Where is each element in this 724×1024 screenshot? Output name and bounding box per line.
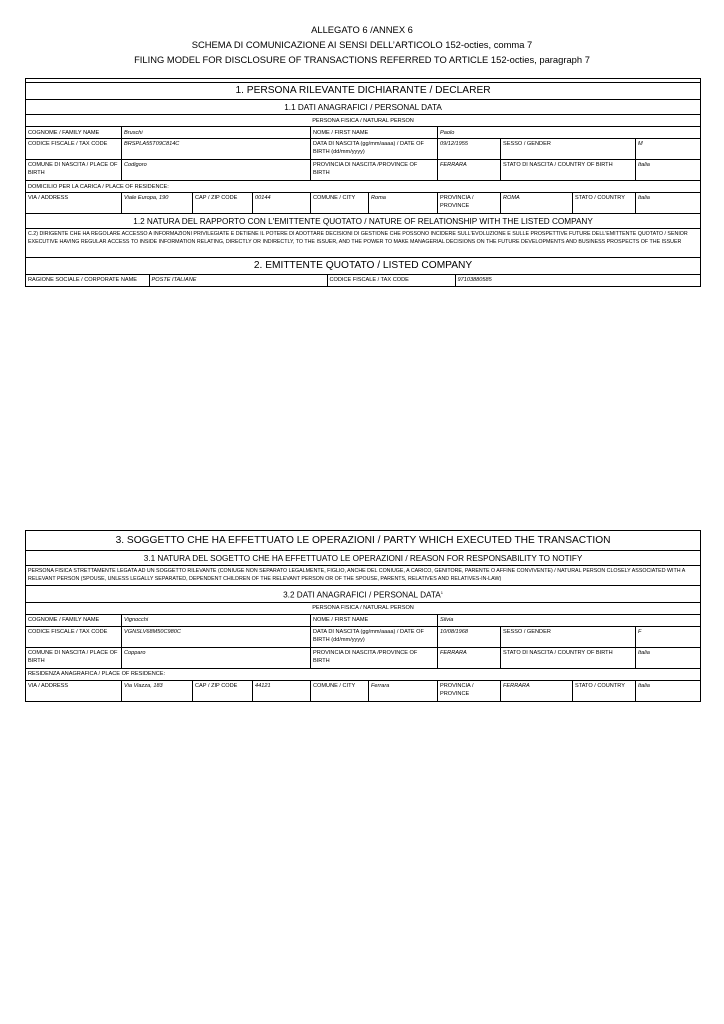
birthplace-value-3: Copparo xyxy=(122,647,311,668)
birth-province-label: PROVINCIA DI NASCITA /PROVINCE OF BIRTH xyxy=(311,160,438,181)
section1-1-title: 1.1 DATI ANAGRAFICI / PERSONAL DATA xyxy=(26,100,701,115)
country-label: STATO / COUNTRY xyxy=(573,193,636,214)
address-value: Viale Europa, 190 xyxy=(122,193,193,214)
company-tax-code-label: CODICE FISCALE / TAX CODE xyxy=(327,275,455,286)
section3-title: 3. SOGGETTO CHE HA EFFETTUATO LE OPERAZIONI / PARTY WHICH EXECUTED THE TRANSACTION xyxy=(26,531,701,551)
city-value-3: Ferrara xyxy=(369,680,438,701)
address-value-3: Via Viazza, 183 xyxy=(122,680,193,701)
first-name-label: NOME / FIRST NAME xyxy=(311,127,438,139)
address-label: VIA / ADDRESS xyxy=(26,193,122,214)
city-label: COMUNE / CITY xyxy=(311,193,369,214)
dob-value: 09/12/1955 xyxy=(438,139,501,160)
section3-2-title-text: 3.2 DATI ANAGRAFICI / PERSONAL DATA xyxy=(283,590,441,600)
reason-text: PERSONA FISICA STRETTAMENTE LEGATA AD UN SOGGETTO RILEVANTE (CONIUGE NON SEPARATO LEGALMENTE, FIGLIO, ANCHE DEL CONIUGE, A CARICO, GENITORE, PARENTE O AFFINE CONVIVENTE) / NATURAL PERSON CLOSELY ASSOCIATED WITH A RELEVANT PERSON (SPOUSE, UNLESS LEGALLY SEPARATED, DEPENDENT CHILDREN OF THE RELEVANT PERSON OR OF THE SPOUSE, PARENTS, RELATIVES AND RELATIVES-IN-LAW) xyxy=(26,566,701,586)
dob-value-3: 10/08/1968 xyxy=(438,626,501,647)
gender-label: SESSO / GENDER xyxy=(501,139,636,160)
address-label-3: VIA / ADDRESS xyxy=(26,680,122,701)
relationship-text: C.2) DIRIGENTE CHE HA REGOLARE ACCESSO A INFORMAZIONI PRIVILEGIATE E DETIENE IL POTERE DI ADOTTARE DECISIONI DI GESTIONE CHE POSSONO INCIDERE SULL'EVOLUZIONE E SULLE PROSPETTIVE FUTURE DELL'EMITTENTE QUOTATO / SENIOR EXECUTIVE HAVING REGULAR ACCESS TO INSIDE INFORMATION RELATING, DIRECTLY OR INDIRECTLY, TO THE ISSUER, AND THE POWER TO MAKE MANAGERIAL DECISIONS ON THE FUTURE DEVELOPMENTS AND BUSINESS PROSPECTS OF THE ISSUER xyxy=(26,229,701,258)
gender-value-3: F xyxy=(636,626,701,647)
birthplace-label: COMUNE DI NASCITA / PLACE OF BIRTH xyxy=(26,160,122,181)
city-value: Roma xyxy=(369,193,438,214)
province-label: PROVINCIA / PROVINCE xyxy=(438,193,501,214)
tax-code-label: CODICE FISCALE / TAX CODE xyxy=(26,139,122,160)
family-name-value-3: Vignocchi xyxy=(122,614,311,626)
listed-company-row xyxy=(26,275,701,287)
footnote-mark: 1 xyxy=(440,590,443,595)
first-name-label-3: NOME / FIRST NAME xyxy=(311,614,438,626)
province-value-3: FERRARA xyxy=(501,680,573,701)
executing-party-form xyxy=(25,530,701,702)
zip-value-3: 44121 xyxy=(253,680,311,701)
birth-country-value-3: Italia xyxy=(636,647,701,668)
birth-country-value: Italia xyxy=(636,160,701,181)
birth-province-value-3: FERRARA xyxy=(438,647,501,668)
province-label-3: PROVINCIA / PROVINCE xyxy=(438,680,501,701)
birthplace-label-3: COMUNE DI NASCITA / PLACE OF BIRTH xyxy=(26,647,122,668)
family-name-value: Bruschi xyxy=(122,127,311,139)
residence-label: DOMICILIO PER LA CARICA / PLACE OF RESIDENCE: xyxy=(26,181,701,193)
country-value: Italia xyxy=(636,193,701,214)
gender-value: M xyxy=(636,139,701,160)
tax-code-value: BRSPLA55T09C814C xyxy=(122,139,311,160)
section3-2-title xyxy=(26,586,701,603)
section3-1-title: 3.1 NATURA DEL SOGETTO CHE HA EFFETTUATO LE OPERAZIONI / REASON FOR RESPONSABILITY TO NOTIFY xyxy=(26,551,701,566)
birth-province-value: FERRARA xyxy=(438,160,501,181)
filing-model-title: FILING MODEL FOR DISCLOSURE OF TRANSACTIONS REFERRED TO ARTICLE 152-octies, paragraph 7 xyxy=(134,54,590,65)
dob-label: DATA DI NASCITA (gg/mm/aaaa) / DATE OF BIRTH (dd/mm/yyyy) xyxy=(311,139,438,160)
birth-province-label-3: PROVINCIA DI NASCITA /PROVINCE OF BIRTH xyxy=(311,647,438,668)
gender-label-3: SESSO / GENDER xyxy=(501,626,636,647)
person-type: PERSONA FISICA / NATURAL PERSON xyxy=(26,115,701,127)
country-label-3: STATO / COUNTRY xyxy=(573,680,636,701)
tax-code-value-3: VGNSLV68M50C980C xyxy=(122,626,311,647)
section2-title: 2. EMITTENTE QUOTATO / LISTED COMPANY xyxy=(26,258,701,275)
declarer-form xyxy=(25,78,701,287)
schema-title: SCHEMA DI COMUNICAZIONE AI SENSI DELL’ARTICOLO 152-octies, comma 7 xyxy=(191,39,533,50)
family-name-label-3: COGNOME / FAMILY NAME xyxy=(26,614,122,626)
birth-country-label: STATO DI NASCITA / COUNTRY OF BIRTH xyxy=(501,160,636,181)
province-value: ROMA xyxy=(501,193,573,214)
city-label-3: COMUNE / CITY xyxy=(311,680,369,701)
section1-2-title: 1.2 NATURA DEL RAPPORTO CON L'EMITTENTE QUOTATO / NATURE OF RELATIONSHIP WITH THE LISTED COMPANY xyxy=(26,214,701,229)
corporate-name-label: RAGIONE SOCIALE / CORPORATE NAME xyxy=(26,275,149,286)
dob-label-3: DATA DI NASCITA (gg/mm/aaaa) / DATE OF BIRTH (dd/mm/yyyy) xyxy=(311,626,438,647)
birthplace-value: Codigoro xyxy=(122,160,311,181)
company-tax-code-value: 97103880585 xyxy=(457,277,492,283)
residence-label-3: RESIDENZA ANAGRAFICA / PLACE OF RESIDENCE: xyxy=(26,668,701,680)
zip-label-3: CAP / ZIP CODE xyxy=(193,680,253,701)
corporate-name-value: POSTE ITALIANE xyxy=(149,275,327,286)
annex-title: ALLEGATO 6 /ANNEX 6 xyxy=(311,24,413,35)
person-type-3: PERSONA FISICA / NATURAL PERSON xyxy=(26,602,701,614)
birth-country-label-3: STATO DI NASCITA / COUNTRY OF BIRTH xyxy=(501,647,636,668)
zip-label: CAP / ZIP CODE xyxy=(193,193,253,214)
country-value-3: Italia xyxy=(636,680,701,701)
tax-code-label-3: CODICE FISCALE / TAX CODE xyxy=(26,626,122,647)
first-name-value: Paolo xyxy=(438,127,701,139)
family-name-label: COGNOME / FAMILY NAME xyxy=(26,127,122,139)
zip-value: 00144 xyxy=(253,193,311,214)
first-name-value-3: Silvia xyxy=(438,614,701,626)
section1-title: 1. PERSONA RILEVANTE DICHIARANTE / DECLARER xyxy=(26,83,701,100)
